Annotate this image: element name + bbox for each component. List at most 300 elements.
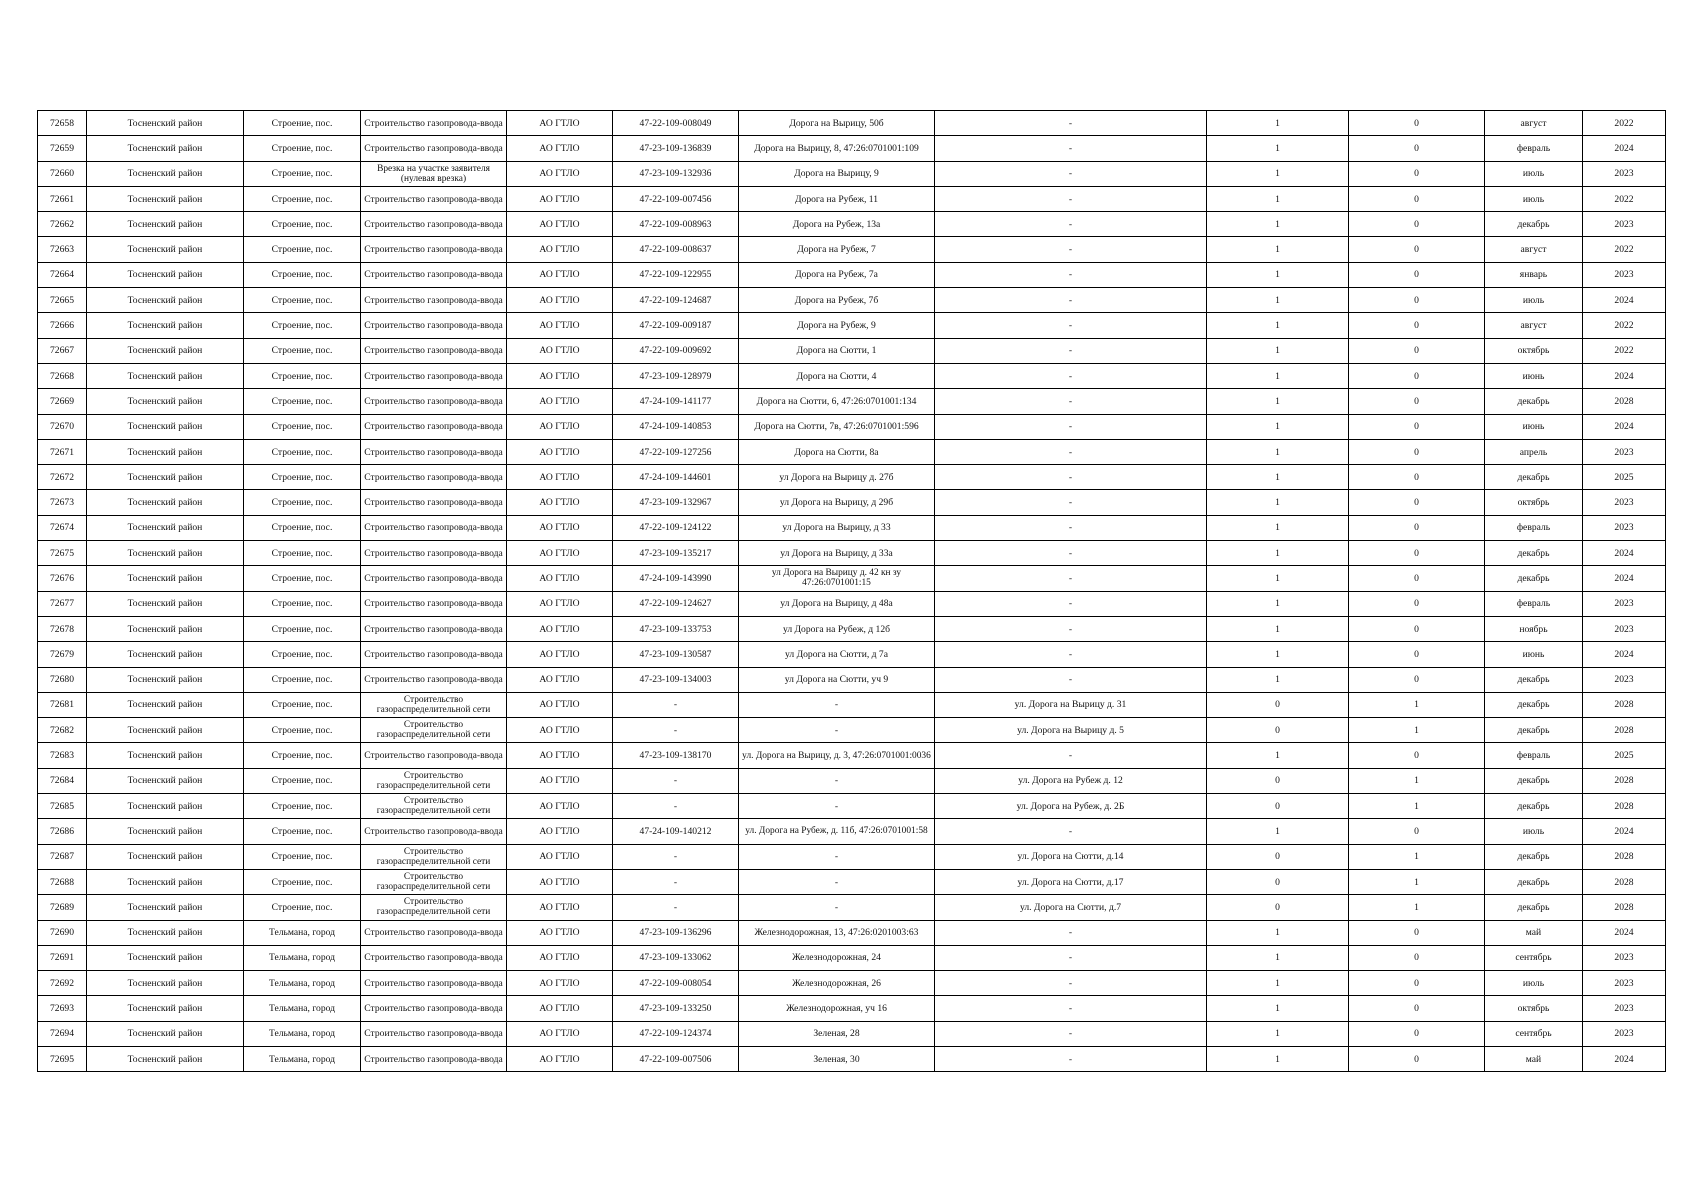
district-cell: Тосненский район (87, 262, 244, 287)
object-address-cell: ул Дорога на Рубеж, д 12б (739, 616, 935, 641)
settlement-cell: Строение, пос. (244, 844, 361, 869)
row-number-cell: 72658 (38, 111, 87, 136)
year-cell: 2023 (1583, 161, 1666, 186)
network-count-cell: 0 (1349, 945, 1485, 970)
work-type-cell: Строительство газопровода-ввода (361, 136, 507, 161)
inlet-count-cell: 0 (1207, 869, 1349, 894)
inlet-count-cell: 1 (1207, 996, 1349, 1021)
table-row (38, 363, 1666, 388)
inlet-count-cell: 1 (1207, 288, 1349, 313)
row-number-cell: 72683 (38, 743, 87, 768)
network-count-cell: 0 (1349, 186, 1485, 211)
network-address-cell: - (935, 262, 1207, 287)
work-type-cell: Строительство газопровода-ввода (361, 819, 507, 844)
work-type-cell: Строительство газопровода-ввода (361, 389, 507, 414)
organization-cell: АО ГТЛО (507, 920, 613, 945)
organization-cell: АО ГТЛО (507, 591, 613, 616)
year-cell: 2023 (1583, 439, 1666, 464)
inlet-count-cell: 1 (1207, 338, 1349, 363)
month-cell: июнь (1485, 363, 1583, 388)
row-number-cell: 72690 (38, 920, 87, 945)
work-type-cell: Строительство газопровода-ввода (361, 212, 507, 237)
settlement-cell: Тельмана, город (244, 945, 361, 970)
application-number-cell: 47-23-109-133062 (613, 945, 739, 970)
network-count-cell: 0 (1349, 743, 1485, 768)
district-cell: Тосненский район (87, 1021, 244, 1046)
month-cell: декабрь (1485, 794, 1583, 819)
network-count-cell: 0 (1349, 1046, 1485, 1071)
network-count-cell: 0 (1349, 389, 1485, 414)
year-cell: 2022 (1583, 313, 1666, 338)
row-number-cell: 72669 (38, 389, 87, 414)
district-cell: Тосненский район (87, 996, 244, 1021)
object-address-cell: Дорога на Сютти, 1 (739, 338, 935, 363)
district-cell: Тосненский район (87, 363, 244, 388)
row-number-cell: 72659 (38, 136, 87, 161)
object-address-cell: ул Дорога на Сютти, д 7а (739, 642, 935, 667)
settlement-cell: Строение, пос. (244, 313, 361, 338)
month-cell: декабрь (1485, 541, 1583, 566)
network-address-cell: - (935, 313, 1207, 338)
network-count-cell: 0 (1349, 1021, 1485, 1046)
year-cell: 2022 (1583, 186, 1666, 211)
object-address-cell: Дорога на Рубеж, 9 (739, 313, 935, 338)
network-address-cell: - (935, 389, 1207, 414)
organization-cell: АО ГТЛО (507, 819, 613, 844)
object-address-cell: Дорога на Рубеж, 7б (739, 288, 935, 313)
row-number-cell: 72676 (38, 566, 87, 591)
organization-cell: АО ГТЛО (507, 338, 613, 363)
row-number-cell: 72688 (38, 869, 87, 894)
organization-cell: АО ГТЛО (507, 490, 613, 515)
work-type-cell: Строительство газопровода-ввода (361, 1021, 507, 1046)
network-count-cell: 0 (1349, 313, 1485, 338)
application-number-cell: 47-24-109-144601 (613, 465, 739, 490)
year-cell: 2024 (1583, 136, 1666, 161)
object-address-cell: ул Дорога на Сютти, уч 9 (739, 667, 935, 692)
network-address-cell: - (935, 616, 1207, 641)
inlet-count-cell: 1 (1207, 313, 1349, 338)
table-row (38, 1046, 1666, 1071)
network-count-cell: 0 (1349, 996, 1485, 1021)
year-cell: 2025 (1583, 743, 1666, 768)
object-address-cell: Дорога на Вырицу, 8, 47:26:0701001:109 (739, 136, 935, 161)
month-cell: июнь (1485, 642, 1583, 667)
month-cell: июль (1485, 186, 1583, 211)
network-count-cell: 0 (1349, 439, 1485, 464)
month-cell: февраль (1485, 515, 1583, 540)
object-address-cell: ул Дорога на Вырицу, д 29б (739, 490, 935, 515)
table-row (38, 212, 1666, 237)
network-count-cell: 0 (1349, 363, 1485, 388)
work-type-cell: Строительство газопровода-ввода (361, 616, 507, 641)
year-cell: 2022 (1583, 338, 1666, 363)
settlement-cell: Тельмана, город (244, 996, 361, 1021)
organization-cell: АО ГТЛО (507, 895, 613, 920)
work-type-cell: Строительство газораспределительной сети (361, 844, 507, 869)
row-number-cell: 72689 (38, 895, 87, 920)
network-address-cell: ул. Дорога на Вырицу д. 31 (935, 692, 1207, 717)
application-number-cell: - (613, 692, 739, 717)
table-row (38, 389, 1666, 414)
object-address-cell: - (739, 692, 935, 717)
settlement-cell: Строение, пос. (244, 566, 361, 591)
district-cell: Тосненский район (87, 869, 244, 894)
district-cell: Тосненский район (87, 490, 244, 515)
row-number-cell: 72693 (38, 996, 87, 1021)
network-count-cell: 0 (1349, 414, 1485, 439)
application-number-cell: - (613, 768, 739, 793)
settlement-cell: Строение, пос. (244, 642, 361, 667)
network-count-cell: 0 (1349, 212, 1485, 237)
year-cell: 2023 (1583, 971, 1666, 996)
table-row (38, 515, 1666, 540)
application-number-cell: 47-24-109-140853 (613, 414, 739, 439)
table-row (38, 161, 1666, 186)
object-address-cell: - (739, 895, 935, 920)
network-count-cell: 0 (1349, 288, 1485, 313)
table-row (38, 591, 1666, 616)
network-address-cell: - (935, 237, 1207, 262)
organization-cell: АО ГТЛО (507, 212, 613, 237)
settlement-cell: Строение, пос. (244, 515, 361, 540)
organization-cell: АО ГТЛО (507, 515, 613, 540)
application-number-cell: 47-22-109-007456 (613, 186, 739, 211)
organization-cell: АО ГТЛО (507, 642, 613, 667)
settlement-cell: Строение, пос. (244, 895, 361, 920)
network-address-cell: ул. Дорога на Вырицу д. 5 (935, 718, 1207, 743)
month-cell: декабрь (1485, 844, 1583, 869)
application-number-cell: 47-22-109-124627 (613, 591, 739, 616)
application-number-cell: 47-22-109-008049 (613, 111, 739, 136)
district-cell: Тосненский район (87, 414, 244, 439)
network-address-cell: - (935, 338, 1207, 363)
settlement-cell: Строение, пос. (244, 667, 361, 692)
row-number-cell: 72664 (38, 262, 87, 287)
network-count-cell: 1 (1349, 718, 1485, 743)
table-row (38, 794, 1666, 819)
year-cell: 2022 (1583, 111, 1666, 136)
application-number-cell: 47-22-109-008054 (613, 971, 739, 996)
table-row (38, 414, 1666, 439)
settlement-cell: Строение, пос. (244, 237, 361, 262)
application-number-cell: 47-22-109-008963 (613, 212, 739, 237)
settlement-cell: Строение, пос. (244, 262, 361, 287)
district-cell: Тосненский район (87, 616, 244, 641)
table-row (38, 136, 1666, 161)
table-row (38, 844, 1666, 869)
table-row (38, 895, 1666, 920)
table-row (38, 743, 1666, 768)
organization-cell: АО ГТЛО (507, 186, 613, 211)
network-address-cell: - (935, 1046, 1207, 1071)
network-address-cell: ул. Дорога на Рубеж, д. 2Б (935, 794, 1207, 819)
network-count-cell: 1 (1349, 794, 1485, 819)
row-number-cell: 72671 (38, 439, 87, 464)
network-count-cell: 1 (1349, 768, 1485, 793)
work-type-cell: Строительство газораспределительной сети (361, 718, 507, 743)
table-row (38, 262, 1666, 287)
year-cell: 2023 (1583, 616, 1666, 641)
district-cell: Тосненский район (87, 439, 244, 464)
settlement-cell: Строение, пос. (244, 414, 361, 439)
district-cell: Тосненский район (87, 743, 244, 768)
application-number-cell: 47-23-109-130587 (613, 642, 739, 667)
object-address-cell: Зеленая, 28 (739, 1021, 935, 1046)
network-address-cell: - (935, 743, 1207, 768)
network-address-cell: ул. Дорога на Сютти, д.17 (935, 869, 1207, 894)
year-cell: 2024 (1583, 920, 1666, 945)
inlet-count-cell: 1 (1207, 642, 1349, 667)
work-type-cell: Строительство газопровода-ввода (361, 743, 507, 768)
application-number-cell: 47-24-109-141177 (613, 389, 739, 414)
year-cell: 2023 (1583, 490, 1666, 515)
organization-cell: АО ГТЛО (507, 262, 613, 287)
inlet-count-cell: 1 (1207, 616, 1349, 641)
year-cell: 2028 (1583, 389, 1666, 414)
network-count-cell: 1 (1349, 844, 1485, 869)
work-type-cell: Строительство газопровода-ввода (361, 111, 507, 136)
object-address-cell: ул Дорога на Вырицу, д 33а (739, 541, 935, 566)
settlement-cell: Строение, пос. (244, 692, 361, 717)
organization-cell: АО ГТЛО (507, 692, 613, 717)
table-row (38, 642, 1666, 667)
month-cell: декабрь (1485, 895, 1583, 920)
settlement-cell: Тельмана, город (244, 1046, 361, 1071)
district-cell: Тосненский район (87, 718, 244, 743)
inlet-count-cell: 0 (1207, 718, 1349, 743)
network-address-cell: - (935, 541, 1207, 566)
inlet-count-cell: 1 (1207, 237, 1349, 262)
row-number-cell: 72691 (38, 945, 87, 970)
inlet-count-cell: 1 (1207, 566, 1349, 591)
month-cell: декабрь (1485, 566, 1583, 591)
inlet-count-cell: 0 (1207, 768, 1349, 793)
year-cell: 2025 (1583, 465, 1666, 490)
network-address-cell: - (935, 111, 1207, 136)
year-cell: 2023 (1583, 996, 1666, 1021)
network-count-cell: 0 (1349, 465, 1485, 490)
table-row (38, 945, 1666, 970)
network-count-cell: 0 (1349, 920, 1485, 945)
table-row (38, 971, 1666, 996)
organization-cell: АО ГТЛО (507, 1021, 613, 1046)
network-count-cell: 0 (1349, 566, 1485, 591)
network-address-cell: - (935, 136, 1207, 161)
network-address-cell: - (935, 566, 1207, 591)
inlet-count-cell: 0 (1207, 844, 1349, 869)
organization-cell: АО ГТЛО (507, 971, 613, 996)
application-number-cell: 47-22-109-009692 (613, 338, 739, 363)
row-number-cell: 72670 (38, 414, 87, 439)
application-number-cell: 47-22-109-009187 (613, 313, 739, 338)
row-number-cell: 72682 (38, 718, 87, 743)
month-cell: декабрь (1485, 768, 1583, 793)
object-address-cell: Дорога на Вырицу, 50б (739, 111, 935, 136)
row-number-cell: 72678 (38, 616, 87, 641)
network-count-cell: 0 (1349, 111, 1485, 136)
application-number-cell: - (613, 895, 739, 920)
settlement-cell: Тельмана, город (244, 971, 361, 996)
table-row (38, 692, 1666, 717)
year-cell: 2023 (1583, 212, 1666, 237)
table-row (38, 768, 1666, 793)
month-cell: май (1485, 920, 1583, 945)
district-cell: Тосненский район (87, 161, 244, 186)
settlement-cell: Строение, пос. (244, 136, 361, 161)
network-address-cell: ул. Дорога на Сютти, д.14 (935, 844, 1207, 869)
application-number-cell: - (613, 794, 739, 819)
work-type-cell: Строительство газопровода-ввода (361, 996, 507, 1021)
row-number-cell: 72681 (38, 692, 87, 717)
organization-cell: АО ГТЛО (507, 313, 613, 338)
year-cell: 2028 (1583, 718, 1666, 743)
network-address-cell: - (935, 971, 1207, 996)
settlement-cell: Строение, пос. (244, 490, 361, 515)
network-address-cell: - (935, 212, 1207, 237)
work-type-cell: Строительство газопровода-ввода (361, 945, 507, 970)
object-address-cell: Дорога на Сютти, 7в, 47:26:0701001:596 (739, 414, 935, 439)
row-number-cell: 72666 (38, 313, 87, 338)
work-type-cell: Строительство газопровода-ввода (361, 439, 507, 464)
object-address-cell: ул Дорога на Вырицу, д 33 (739, 515, 935, 540)
application-number-cell: 47-23-109-128979 (613, 363, 739, 388)
inlet-count-cell: 1 (1207, 490, 1349, 515)
row-number-cell: 72661 (38, 186, 87, 211)
object-address-cell: Железнодорожная, 13, 47:26:0201003:63 (739, 920, 935, 945)
year-cell: 2024 (1583, 566, 1666, 591)
settlement-cell: Строение, пос. (244, 288, 361, 313)
month-cell: февраль (1485, 591, 1583, 616)
network-address-cell: - (935, 819, 1207, 844)
district-cell: Тосненский район (87, 819, 244, 844)
object-address-cell: Дорога на Рубеж, 7 (739, 237, 935, 262)
application-number-cell: 47-22-109-124687 (613, 288, 739, 313)
district-cell: Тосненский район (87, 642, 244, 667)
object-address-cell: Дорога на Сютти, 4 (739, 363, 935, 388)
application-number-cell: 47-23-109-132967 (613, 490, 739, 515)
year-cell: 2022 (1583, 237, 1666, 262)
district-cell: Тосненский район (87, 945, 244, 970)
inlet-count-cell: 1 (1207, 212, 1349, 237)
month-cell: сентябрь (1485, 1021, 1583, 1046)
district-cell: Тосненский район (87, 541, 244, 566)
work-type-cell: Строительство газораспределительной сети (361, 869, 507, 894)
network-address-cell: ул. Дорога на Сютти, д.7 (935, 895, 1207, 920)
network-count-cell: 1 (1349, 692, 1485, 717)
application-number-cell: 47-23-109-135217 (613, 541, 739, 566)
district-cell: Тосненский район (87, 136, 244, 161)
row-number-cell: 72685 (38, 794, 87, 819)
application-number-cell: 47-24-109-140212 (613, 819, 739, 844)
application-number-cell: 47-22-109-122955 (613, 262, 739, 287)
work-type-cell: Строительство газопровода-ввода (361, 920, 507, 945)
district-cell: Тосненский район (87, 971, 244, 996)
object-address-cell: - (739, 794, 935, 819)
inlet-count-cell: 1 (1207, 945, 1349, 970)
month-cell: июль (1485, 288, 1583, 313)
inlet-count-cell: 1 (1207, 1021, 1349, 1046)
table-row (38, 869, 1666, 894)
settlement-cell: Строение, пос. (244, 743, 361, 768)
network-address-cell: - (935, 515, 1207, 540)
year-cell: 2024 (1583, 288, 1666, 313)
organization-cell: АО ГТЛО (507, 616, 613, 641)
table-row (38, 1021, 1666, 1046)
network-count-cell: 0 (1349, 971, 1485, 996)
month-cell: август (1485, 111, 1583, 136)
organization-cell: АО ГТЛО (507, 363, 613, 388)
table-row (38, 237, 1666, 262)
network-address-cell: - (935, 490, 1207, 515)
district-cell: Тосненский район (87, 313, 244, 338)
inlet-count-cell: 1 (1207, 363, 1349, 388)
district-cell: Тосненский район (87, 692, 244, 717)
object-address-cell: Дорога на Вырицу, 9 (739, 161, 935, 186)
month-cell: февраль (1485, 743, 1583, 768)
row-number-cell: 72677 (38, 591, 87, 616)
year-cell: 2028 (1583, 869, 1666, 894)
object-address-cell: ул Дорога на Вырицу д. 42 кн зу 47:26:0701001:15 (739, 566, 935, 591)
organization-cell: АО ГТЛО (507, 389, 613, 414)
work-type-cell: Строительство газопровода-ввода (361, 363, 507, 388)
row-number-cell: 72679 (38, 642, 87, 667)
organization-cell: АО ГТЛО (507, 869, 613, 894)
organization-cell: АО ГТЛО (507, 1046, 613, 1071)
network-count-cell: 1 (1349, 869, 1485, 894)
work-type-cell: Строительство газопровода-ввода (361, 667, 507, 692)
month-cell: декабрь (1485, 692, 1583, 717)
row-number-cell: 72668 (38, 363, 87, 388)
gasification-schedule-table (37, 110, 1666, 1072)
application-number-cell: 47-23-109-138170 (613, 743, 739, 768)
year-cell: 2023 (1583, 1021, 1666, 1046)
network-count-cell: 0 (1349, 642, 1485, 667)
table-row (38, 338, 1666, 363)
organization-cell: АО ГТЛО (507, 288, 613, 313)
district-cell: Тосненский район (87, 895, 244, 920)
inlet-count-cell: 1 (1207, 465, 1349, 490)
inlet-count-cell: 1 (1207, 920, 1349, 945)
row-number-cell: 72662 (38, 212, 87, 237)
network-count-cell: 0 (1349, 161, 1485, 186)
organization-cell: АО ГТЛО (507, 439, 613, 464)
month-cell: август (1485, 237, 1583, 262)
network-address-cell: - (935, 920, 1207, 945)
table-row (38, 439, 1666, 464)
settlement-cell: Тельмана, город (244, 1021, 361, 1046)
inlet-count-cell: 1 (1207, 186, 1349, 211)
organization-cell: АО ГТЛО (507, 996, 613, 1021)
row-number-cell: 72686 (38, 819, 87, 844)
work-type-cell: Строительство газораспределительной сети (361, 692, 507, 717)
table-row (38, 616, 1666, 641)
row-number-cell: 72665 (38, 288, 87, 313)
table-row (38, 541, 1666, 566)
settlement-cell: Строение, пос. (244, 439, 361, 464)
district-cell: Тосненский район (87, 212, 244, 237)
network-count-cell: 0 (1349, 591, 1485, 616)
district-cell: Тосненский район (87, 237, 244, 262)
object-address-cell: Дорога на Сютти, 6, 47:26:0701001:134 (739, 389, 935, 414)
network-count-cell: 0 (1349, 819, 1485, 844)
settlement-cell: Строение, пос. (244, 768, 361, 793)
inlet-count-cell: 1 (1207, 1046, 1349, 1071)
year-cell: 2024 (1583, 1046, 1666, 1071)
network-count-cell: 0 (1349, 616, 1485, 641)
organization-cell: АО ГТЛО (507, 237, 613, 262)
object-address-cell: - (739, 844, 935, 869)
